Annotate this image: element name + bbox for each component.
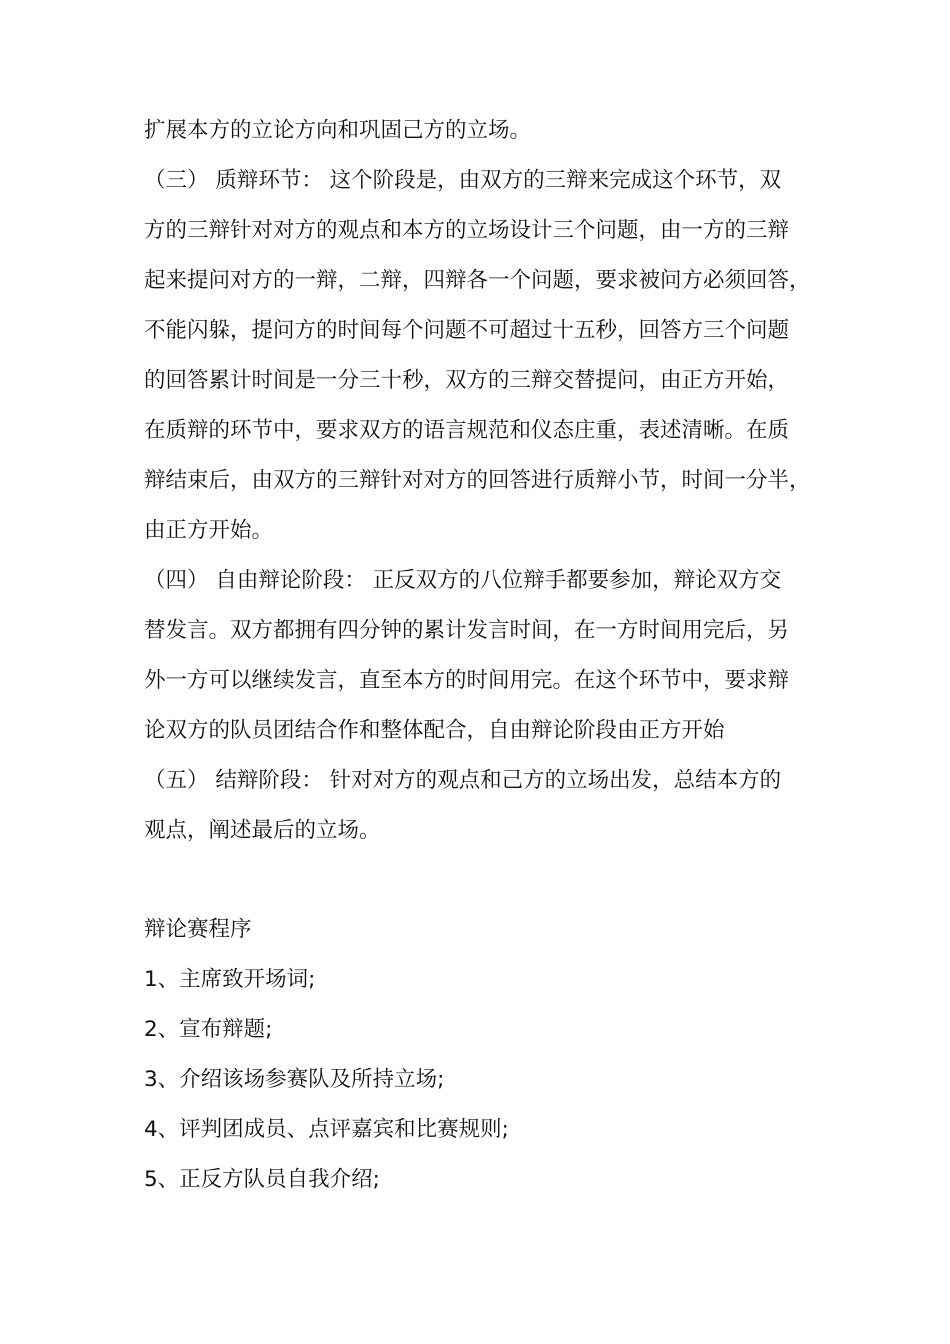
section-heading: 辩论赛程序 [144, 917, 252, 942]
text-line: （五） 结辩阶段： 针对对方的观点和己方的立场出发，总结本方的 [144, 768, 782, 793]
text-line: 替发言。双方都拥有四分钟的累计发言时间，在一方时间用完后，另 [144, 618, 790, 643]
text-line: 扩展本方的立论方向和巩固己方的立场。 [144, 118, 532, 143]
list-item: 1、主席致开场词; [144, 967, 316, 992]
text-line: 外一方可以继续发言，直至本方的时间用完。在这个环节中，要求辩 [144, 668, 790, 693]
list-item: 5、正反方队员自我介绍; [144, 1167, 380, 1192]
text-line: 在质辩的环节中，要求双方的语言规范和仪态庄重，表述清晰。在质 [144, 418, 790, 443]
text-line: 由正方开始。 [144, 518, 274, 543]
text-line: 辩结束后，由双方的三辩针对对方的回答进行质辩小节，时间一分半， [144, 468, 811, 493]
text-line: （四） 自由辩论阶段： 正反双方的八位辩手都要参加，辩论双方交 [144, 568, 782, 593]
list-item: 3、介绍该场参赛队及所持立场; [144, 1067, 445, 1092]
text-line: 起来提问对方的一辩，二辩，四辩各一个问题，要求被问方必须回答， [144, 268, 811, 293]
list-item: 2、宣布辩题; [144, 1017, 273, 1042]
text-line: 的回答累计时间是一分三十秒，双方的三辩交替提问，由正方开始， [144, 368, 790, 393]
list-item: 4、评判团成员、点评嘉宾和比赛规则; [144, 1117, 509, 1142]
text-line: 不能闪躲，提问方的时间每个问题不可超过十五秒，回答方三个问题 [144, 318, 790, 343]
text-line: 方的三辩针对对方的观点和本方的立场设计三个问题，由一方的三辩 [144, 218, 790, 243]
text-line: 论双方的队员团结合作和整体配合，自由辩论阶段由正方开始 [144, 718, 725, 743]
text-line: （三） 质辩环节： 这个阶段是，由双方的三辩来完成这个环节，双 [144, 168, 782, 193]
text-line: 观点，阐述最后的立场。 [144, 818, 381, 843]
